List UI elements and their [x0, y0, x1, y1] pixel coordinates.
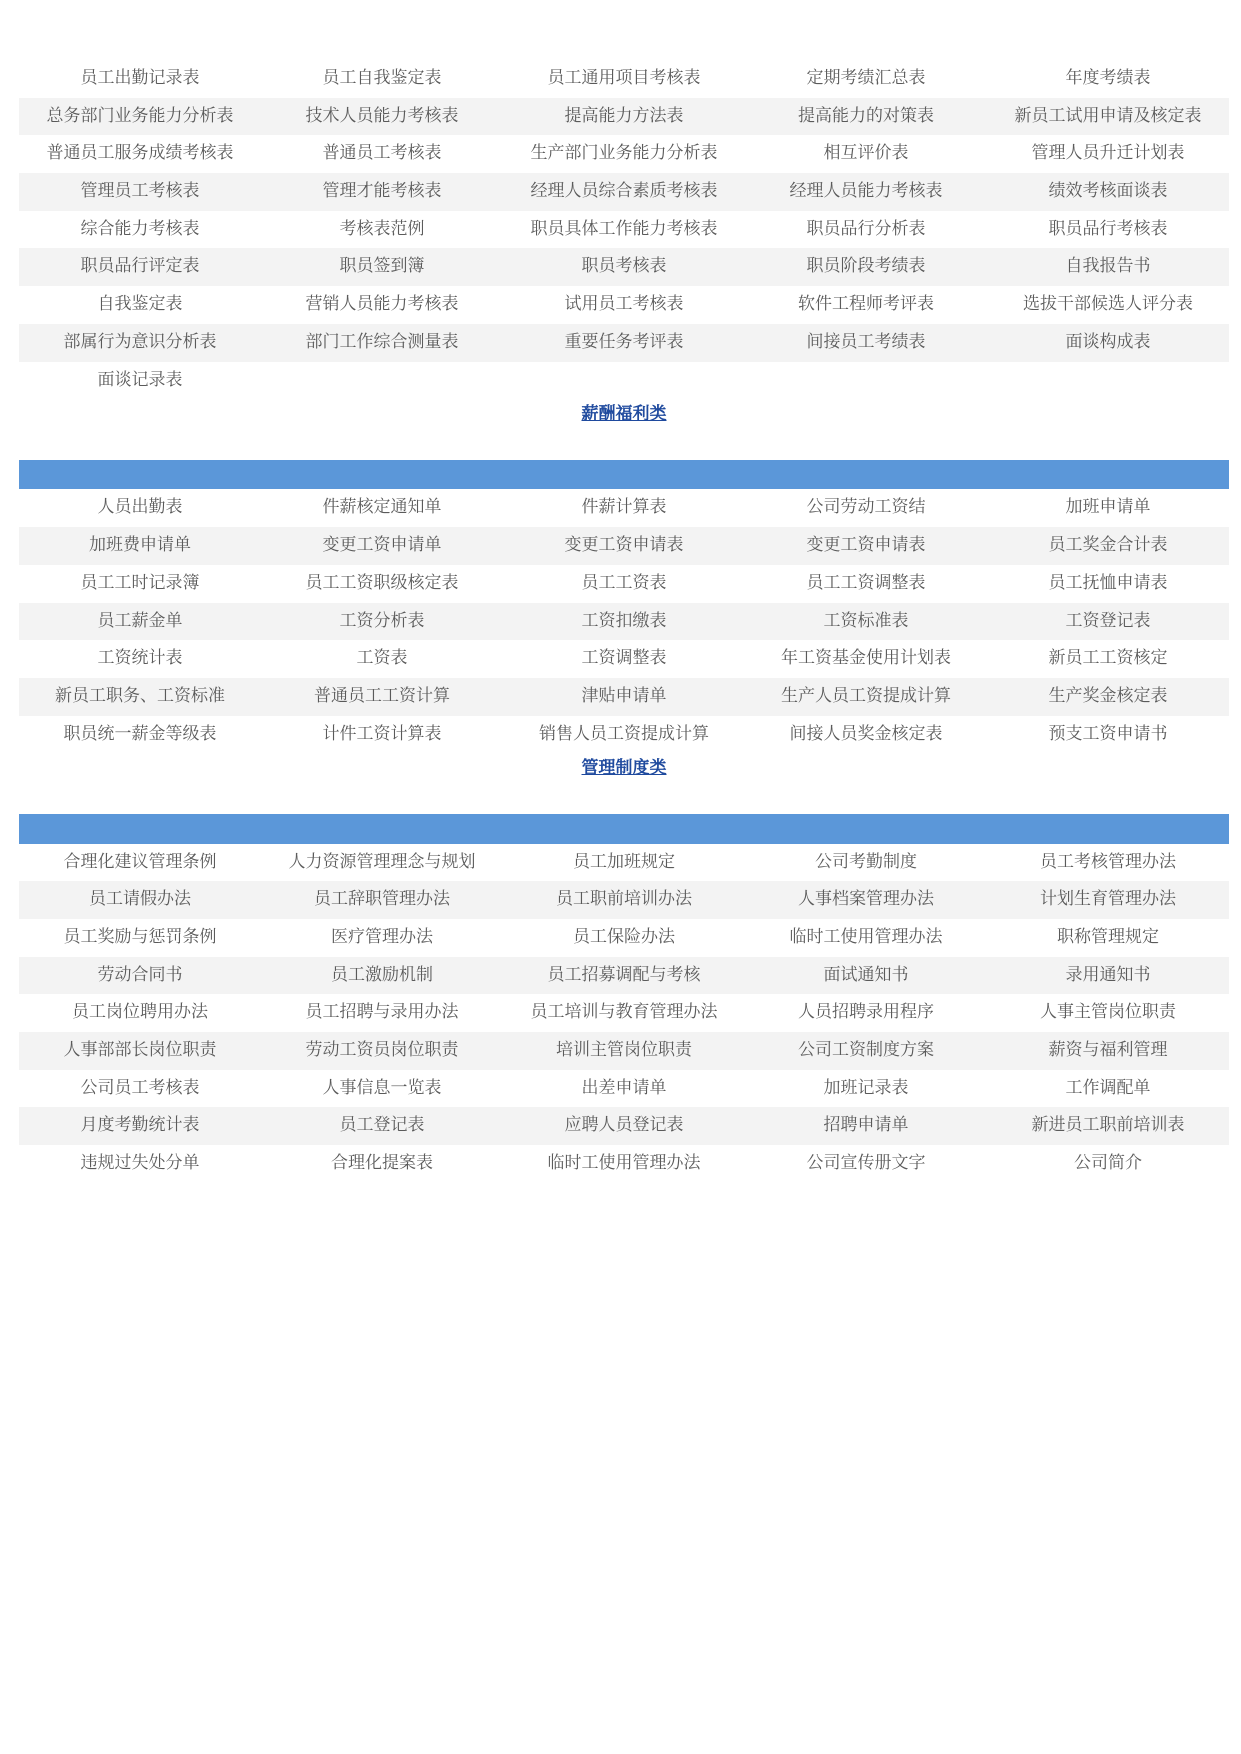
table-row [19, 489, 1229, 527]
table-cell: 公司工资制度方案 [798, 1040, 934, 1061]
table-cell: 招聘申请单 [823, 1115, 909, 1136]
table-cell: 计件工资计算表 [322, 723, 442, 744]
table-cell: 管理人员升迁计划表 [1031, 143, 1185, 164]
table-cell: 员工通用项目考核表 [547, 68, 701, 88]
table-cell: 选拔干部候选人评分表 [1023, 294, 1193, 315]
table-cell: 员工奖金合计表 [1048, 535, 1168, 556]
table-row [19, 173, 1229, 211]
table-cell: 人事档案管理办法 [798, 889, 934, 910]
table-cell: 变更工资申请单 [322, 535, 442, 556]
section-header-bar [19, 460, 1229, 489]
table-cell: 月度考勤统计表 [80, 1115, 200, 1136]
table-cell: 临时工使用管理办法 [547, 1153, 701, 1174]
table-cell: 计划生育管理办法 [1040, 889, 1176, 910]
table-cell: 员工培训与教育管理办法 [530, 1002, 718, 1023]
table-cell: 部门工作综合测量表 [305, 331, 459, 352]
table-row [19, 640, 1229, 678]
table-cell: 间接员工考绩表 [806, 331, 926, 352]
table-cell: 件薪计算表 [581, 497, 667, 518]
table-cell: 员工请假办法 [89, 889, 191, 910]
table-cell: 自我报告书 [1065, 256, 1151, 277]
table-cell: 员工奖励与惩罚条例 [63, 926, 217, 947]
table-cell: 劳动工资员岗位职责 [305, 1040, 459, 1061]
table-cell: 职员阶段考绩表 [806, 256, 926, 277]
table-cell: 定期考绩汇总表 [806, 68, 926, 88]
table-cell: 员工薪金单 [97, 610, 183, 631]
table-cell: 变更工资申请表 [806, 535, 926, 556]
table-cell: 年工资基金使用计划表 [781, 648, 951, 669]
section-header-bar [19, 814, 1229, 843]
table-cell: 津贴申请单 [581, 685, 667, 706]
table-cell: 工资分析表 [339, 610, 425, 631]
table-cell: 人力资源管理理念与规划 [288, 851, 476, 872]
section-heading-link[interactable]: 管理制度类 [581, 758, 667, 779]
table-cell [503, 362, 745, 400]
table-cell: 应聘人员登记表 [564, 1115, 684, 1136]
table-cell: 职员统一薪金等级表 [63, 723, 217, 744]
table-row [19, 362, 1229, 400]
table-cell: 职员具体工作能力考核表 [530, 218, 718, 239]
table-cell: 考核表范例 [339, 218, 425, 239]
table-cell: 工资扣缴表 [581, 610, 667, 631]
table-cell: 职员品行分析表 [806, 218, 926, 239]
table-row [19, 1032, 1229, 1070]
table-cell: 生产人员工资提成计算 [781, 685, 951, 706]
table-cell: 职员品行评定表 [80, 256, 200, 277]
table-cell: 员工激励机制 [331, 964, 433, 985]
table-cell: 人事信息一览表 [322, 1077, 442, 1098]
table-row [19, 844, 1229, 882]
table-cell: 部属行为意识分析表 [63, 331, 217, 352]
document-table [19, 844, 1229, 1183]
table-cell: 新员工职务、工资标准 [55, 685, 225, 706]
table-row [19, 211, 1229, 249]
table-row [19, 1107, 1229, 1145]
table-cell: 员工登记表 [339, 1115, 425, 1136]
table-cell: 职称管理规定 [1057, 926, 1159, 947]
table-cell: 总务部门业务能力分析表 [46, 105, 234, 126]
section-heading [19, 753, 1229, 783]
section-2 [19, 399, 1229, 753]
table-cell: 提高能力的对策表 [798, 105, 934, 126]
table-cell: 员工工资表 [581, 572, 667, 593]
table-cell: 管理员工考核表 [80, 181, 200, 202]
table-cell: 人员出勤表 [97, 497, 183, 518]
table-cell: 普通员工考核表 [322, 143, 442, 164]
table-row [19, 135, 1229, 173]
table-row [19, 919, 1229, 957]
table-cell: 普通员工工资计算 [314, 685, 450, 706]
table-cell: 面试通知书 [823, 964, 909, 985]
table-cell: 人事部部长岗位职责 [63, 1040, 217, 1061]
table-cell: 技术人员能力考核表 [305, 105, 459, 126]
table-cell: 录用通知书 [1065, 964, 1151, 985]
table-cell: 经理人员能力考核表 [789, 181, 943, 202]
table-cell: 软件工程师考评表 [798, 294, 934, 315]
table-cell: 生产部门业务能力分析表 [530, 143, 718, 164]
table-cell: 年度考绩表 [1065, 68, 1151, 88]
table-row [19, 994, 1229, 1032]
section-heading-link[interactable]: 薪酬福利类 [581, 404, 667, 425]
table-cell: 公司宣传册文字 [806, 1153, 926, 1174]
document-body [19, 60, 1229, 1183]
section-heading [19, 399, 1229, 429]
table-cell: 工资统计表 [97, 648, 183, 669]
table-cell: 经理人员综合素质考核表 [530, 181, 718, 202]
table-cell: 合理化提案表 [331, 1153, 433, 1174]
table-cell: 公司劳动工资结 [806, 497, 926, 518]
table-cell: 员工招募调配与考核 [547, 964, 701, 985]
table-cell: 件薪核定通知单 [322, 497, 442, 518]
table-row [19, 60, 1229, 98]
table-cell: 培训主管岗位职责 [556, 1040, 692, 1061]
table-cell: 公司员工考核表 [80, 1077, 200, 1098]
table-row [19, 1145, 1229, 1183]
table-cell: 职员签到簿 [339, 256, 425, 277]
document-table [19, 489, 1229, 753]
table-cell: 销售人员工资提成计算 [539, 723, 709, 744]
table-cell: 加班申请单 [1065, 497, 1151, 518]
table-cell: 公司考勤制度 [815, 851, 917, 872]
table-cell: 职员品行考核表 [1048, 218, 1168, 239]
table-row [19, 527, 1229, 565]
table-cell: 工资登记表 [1065, 610, 1151, 631]
table-cell: 违规过失处分单 [80, 1153, 200, 1174]
table-cell: 试用员工考核表 [564, 294, 684, 315]
table-cell: 医疗管理办法 [331, 926, 433, 947]
table-cell: 管理才能考核表 [322, 181, 442, 202]
table-row [19, 957, 1229, 995]
table-row [19, 603, 1229, 641]
table-cell: 加班记录表 [823, 1077, 909, 1098]
table-cell [987, 362, 1229, 400]
table-cell: 工资表 [356, 648, 408, 669]
table-cell: 员工工资调整表 [806, 572, 926, 593]
table-cell: 预支工资申请书 [1048, 723, 1168, 744]
table-cell: 员工招聘与录用办法 [305, 1002, 459, 1023]
table-cell: 员工工资职级核定表 [305, 572, 459, 593]
table-cell: 新员工工资核定 [1048, 648, 1168, 669]
table-row [19, 678, 1229, 716]
table-cell: 人员招聘录用程序 [798, 1002, 934, 1023]
table-cell: 出差申请单 [581, 1077, 667, 1098]
table-row [19, 881, 1229, 919]
table-cell: 员工岗位聘用办法 [72, 1002, 208, 1023]
table-cell [261, 362, 503, 400]
table-cell: 面谈记录表 [97, 369, 183, 390]
document-table [19, 60, 1229, 399]
table-cell: 员工工时记录簿 [80, 572, 200, 593]
table-cell: 人事主管岗位职责 [1040, 1002, 1176, 1023]
table-cell: 劳动合同书 [97, 964, 183, 985]
table-cell: 营销人员能力考核表 [305, 294, 459, 315]
table-cell: 员工自我鉴定表 [322, 68, 442, 88]
table-cell: 生产奖金核定表 [1048, 685, 1168, 706]
table-cell: 变更工资申请表 [564, 535, 684, 556]
table-cell: 员工加班规定 [573, 851, 675, 872]
table-cell: 员工保险办法 [573, 926, 675, 947]
table-cell: 相互评价表 [823, 143, 909, 164]
table-row [19, 248, 1229, 286]
table-row [19, 98, 1229, 136]
table-row [19, 324, 1229, 362]
table-row [19, 286, 1229, 324]
table-cell: 工作调配单 [1065, 1077, 1151, 1098]
table-cell: 综合能力考核表 [80, 218, 200, 239]
table-cell: 合理化建议管理条例 [63, 851, 217, 872]
table-cell: 员工辞职管理办法 [314, 889, 450, 910]
table-cell: 员工抚恤申请表 [1048, 572, 1168, 593]
table-cell: 加班费申请单 [89, 535, 191, 556]
table-cell: 员工出勤记录表 [80, 68, 200, 88]
table-cell: 员工职前培训办法 [556, 889, 692, 910]
table-cell [745, 362, 987, 400]
section-1 [19, 60, 1229, 399]
table-cell: 新员工试用申请及核定表 [1014, 105, 1202, 126]
table-cell: 工资标准表 [823, 610, 909, 631]
table-cell: 公司简介 [1074, 1153, 1142, 1174]
table-cell: 员工考核管理办法 [1040, 851, 1176, 872]
section-3 [19, 753, 1229, 1182]
table-cell: 绩效考核面谈表 [1048, 181, 1168, 202]
table-cell: 薪资与福利管理 [1048, 1040, 1168, 1061]
table-cell: 新进员工职前培训表 [1031, 1115, 1185, 1136]
table-row [19, 565, 1229, 603]
table-cell: 普通员工服务成绩考核表 [46, 143, 234, 164]
table-cell: 工资调整表 [581, 648, 667, 669]
table-cell: 职员考核表 [581, 256, 667, 277]
table-cell: 自我鉴定表 [97, 294, 183, 315]
table-row [19, 716, 1229, 754]
table-cell: 间接人员奖金核定表 [789, 723, 943, 744]
table-cell: 重要任务考评表 [564, 331, 684, 352]
table-cell: 面谈构成表 [1065, 331, 1151, 352]
table-row [19, 1070, 1229, 1108]
table-cell: 提高能力方法表 [564, 105, 684, 126]
table-cell: 临时工使用管理办法 [789, 926, 943, 947]
